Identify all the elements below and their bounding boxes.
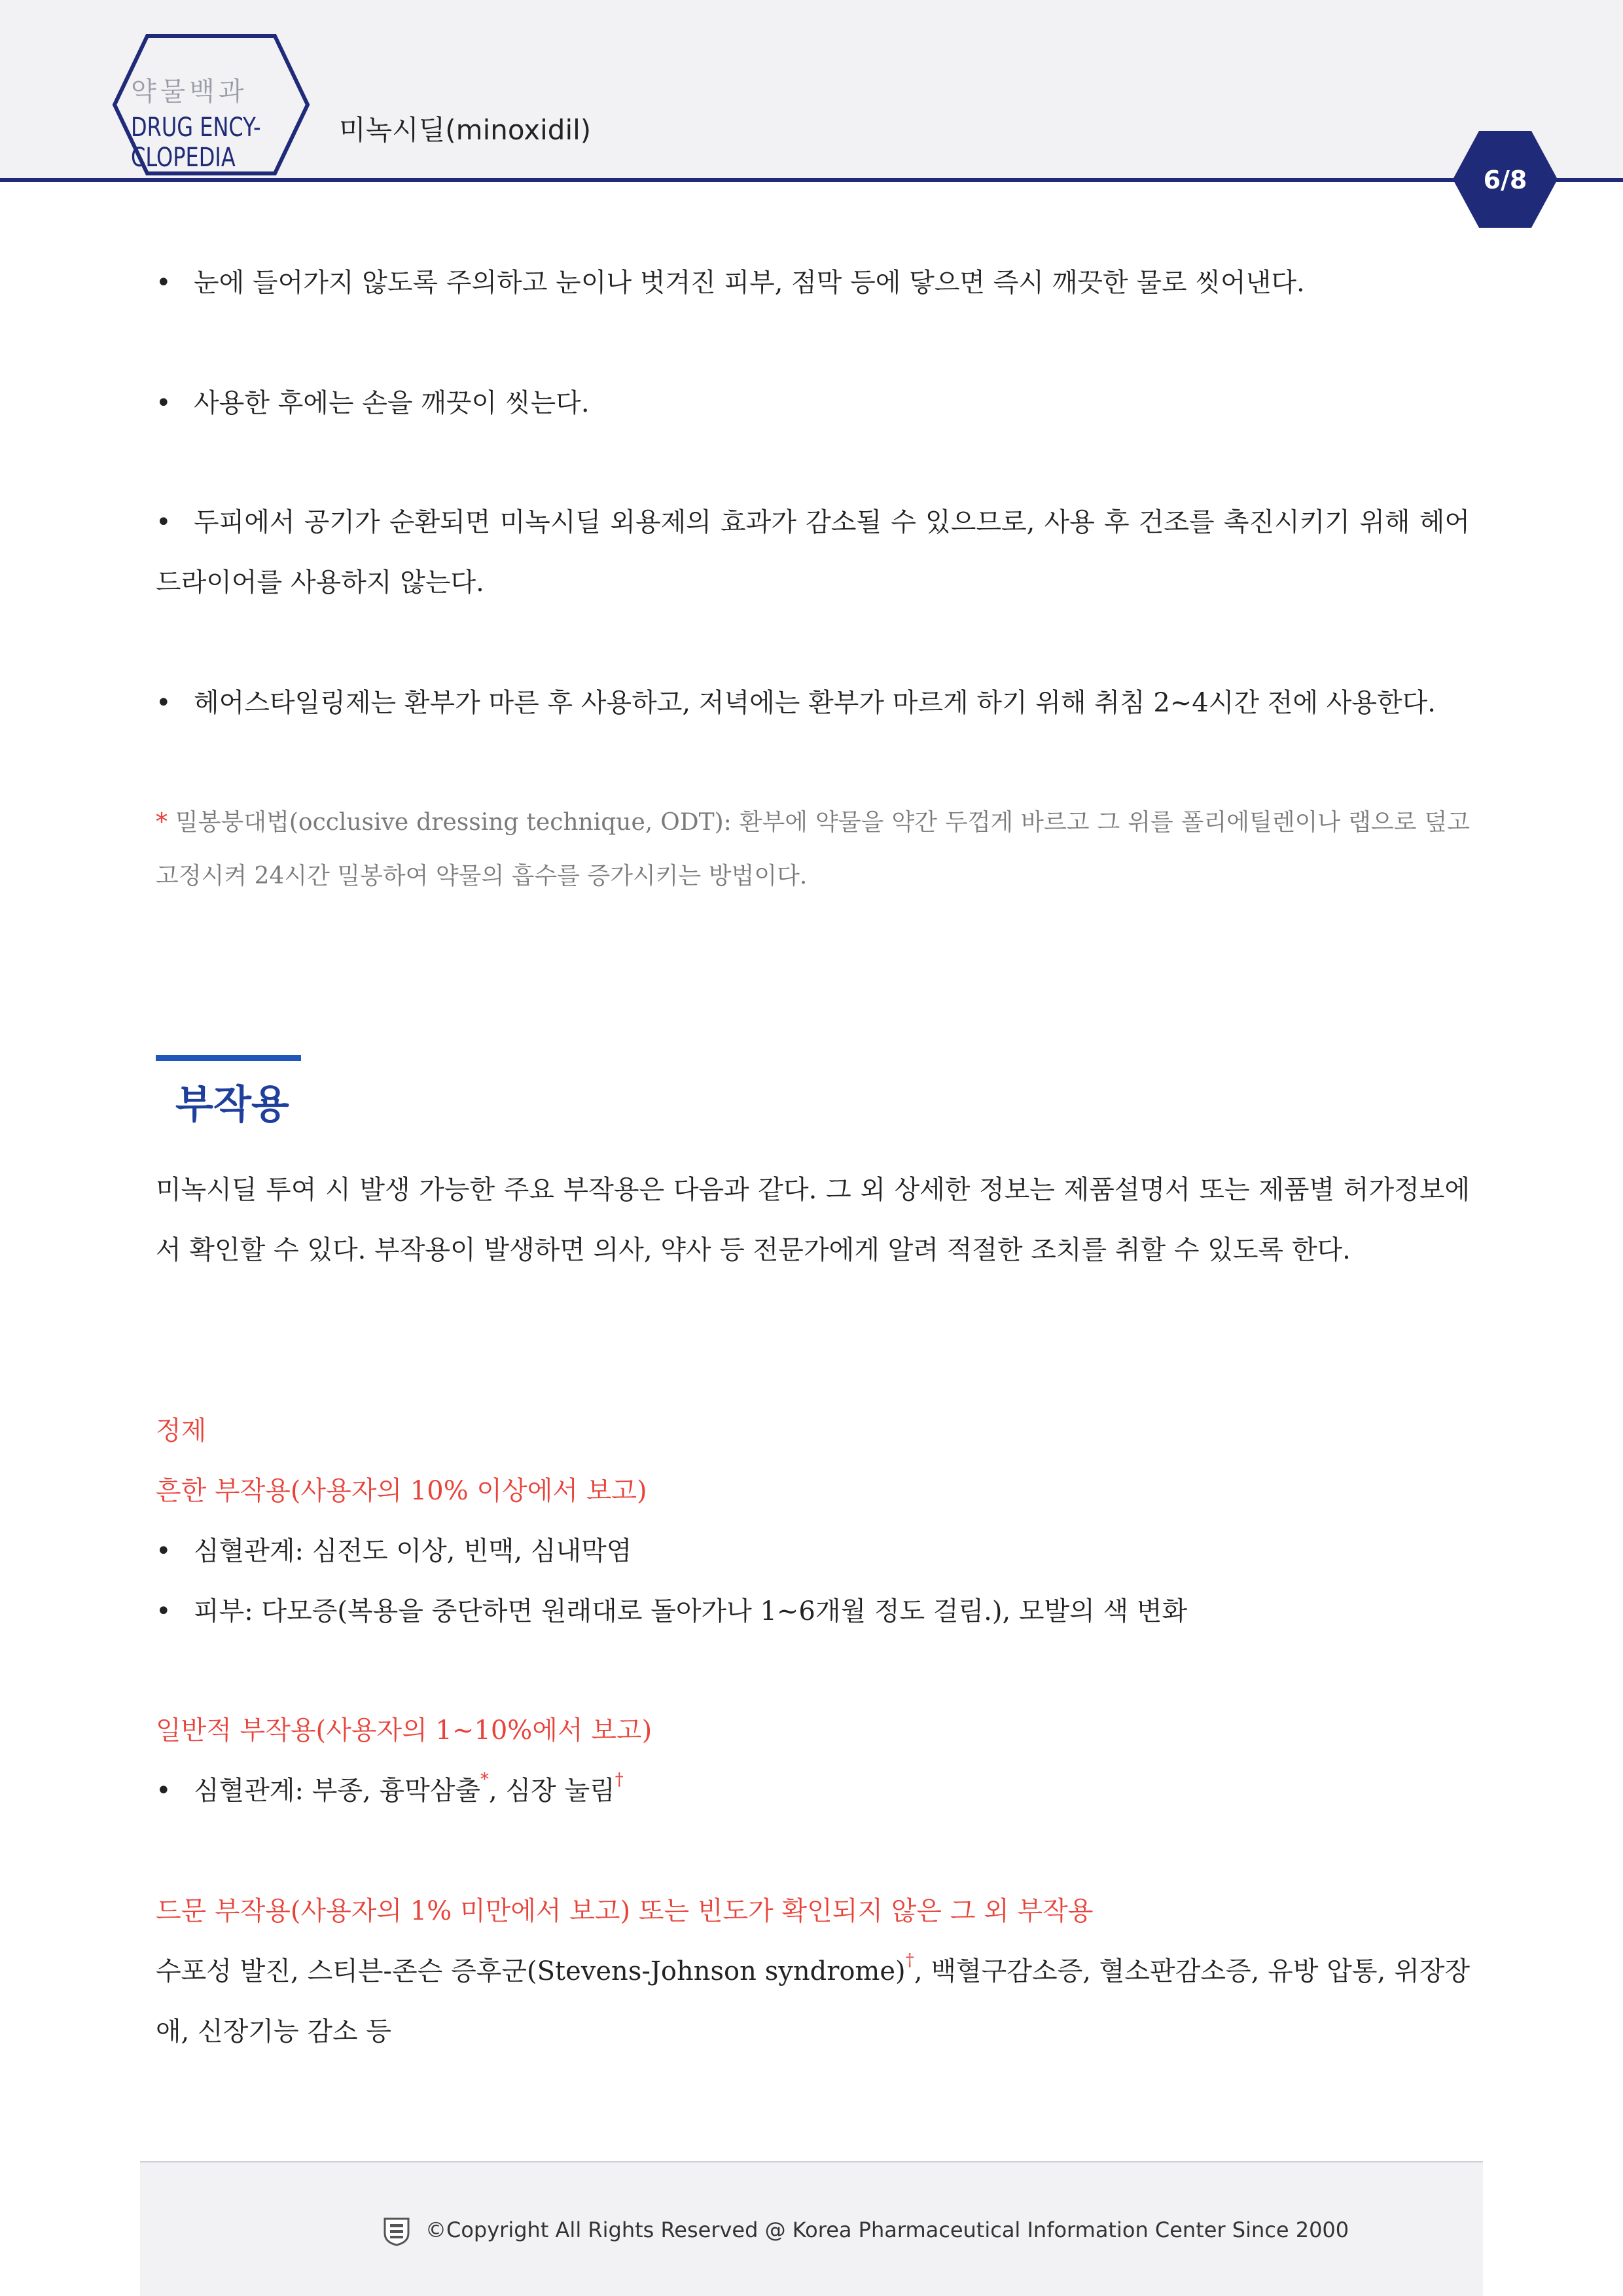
page-indicator: 6/8 [1483,166,1527,194]
list-item [156,1581,1470,1641]
bullet-text: 두피에서 공기가 순환되면 미녹시딜 외용제의 효과가 감소될 수 있으므로, 사용 후 건조를 촉진시키기 위해 헤어드라이어를 사용하지 않는다. [156,507,1470,598]
bullet-text: 심혈관계: 심전도 이상, 빈맥, 심내막염 [194,1536,632,1566]
footnote [156,796,1470,903]
list-item [156,253,1470,313]
bullet-text: 사용한 후에는 손을 깨끗이 씻는다. [194,388,590,418]
footnote-marker: * [480,1770,490,1789]
rare-text [156,1941,1470,2062]
bullet-icon: • [156,1536,171,1566]
kpic-emblem-icon [382,2216,411,2246]
logo-english-line1: DRUG ENCY- [131,113,261,143]
logo-english [131,113,261,173]
bullet-icon: • [156,507,171,537]
logo-korean: 약물백과 [131,77,248,107]
list-item [156,492,1470,613]
form-label: 정제 [156,1416,207,1446]
rare-text-part: , 백혈구감소증, 혈소판감소증, 유방 압통, 위장장애, 신장기능 감소 등 [156,1956,1471,2047]
bullet-text: 피부: 다모증(복용을 중단하면 원래대로 돌아가나 1~6개월 정도 걸림.), 모발의 색 변화 [194,1596,1188,1626]
rare-text-part: 수포성 발진, 스티븐-존슨 증후군(Stevens-Johnson syndrome) [156,1956,906,1986]
bullet-text: 눈에 들어가지 않도록 주의하고 눈이나 벗겨진 피부, 점막 등에 닿으면 즉시 깨끗한 물로 씻어낸다. [194,268,1305,298]
section-title: 부작용 [175,1082,289,1128]
list-item [156,1521,1470,1581]
bullet-icon: • [156,1596,171,1626]
bullet-text: 헤어스타일링제는 환부가 마른 후 사용하고, 저녁에는 환부가 마르게 하기 위해 취침 2~4시간 전에 사용한다. [194,688,1436,718]
list-item [156,673,1470,733]
document-title: 미녹시딜(minoxidil) [339,114,592,146]
footnote-marker: † [615,1770,624,1789]
bullet-icon: • [156,268,171,298]
rare-heading: 드문 부작용(사용자의 1% 미만에서 보고) 또는 빈도가 확인되지 않은 그 외 부작용 [156,1896,1094,1926]
bullet-icon: • [156,1776,171,1806]
bullet-text: , 심장 눌림 [489,1776,615,1806]
bullet-icon: • [156,388,171,418]
bullet-icon: • [156,688,171,718]
footnote-star: * [156,809,168,836]
list-item [156,1761,1470,1821]
section-intro: 미녹시딜 투여 시 발생 가능한 주요 부작용은 다음과 같다. 그 외 상세한 정보는 제품설명서 또는 제품별 허가정보에서 확인할 수 있다. 부작용이 발생하면 의사, 약사 등 전문가에게 알려 적절한 조치를 취할 수 있도록 한다. [156,1175,1470,1265]
footnote-marker: † [905,1950,914,1970]
footnote-text: 밀봉붕대법(occlusive dressing technique, ODT): 환부에 약물을 약간 두껍게 바르고 그 위를 폴리에틸렌이나 랩으로 덮고 고정시켜 24시간 밀봉하여 약물의 흡수를 증가시키는 방법이다. [156,809,1470,889]
bullet-text: 심혈관계: 부종, 흉막삼출 [194,1776,481,1806]
common-heading: 흔한 부작용(사용자의 10% 이상에서 보고) [156,1476,647,1506]
list-item [156,373,1470,433]
logo-english-line2: CLOPEDIA [131,143,236,173]
section-accent-bar [156,1055,301,1061]
copyright-text: ©Copyright All Rights Reserved @ Korea Pharmaceutical Information Center Since 2000 [425,2217,1349,2242]
general-heading: 일반적 부작용(사용자의 1~10%에서 보고) [156,1715,652,1746]
